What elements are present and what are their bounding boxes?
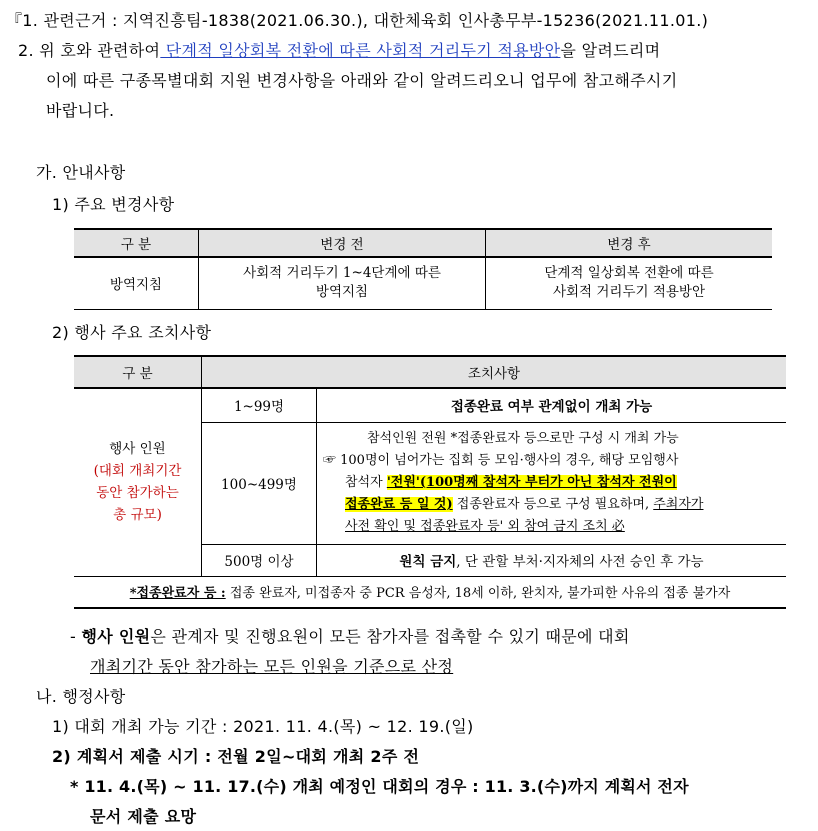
t2-action-3 [317, 544, 787, 576]
t1-before-cell [199, 257, 486, 309]
intro-suffix: 을 알려드리며 [560, 41, 661, 60]
t1-header-category: 구 분 [74, 229, 199, 257]
star-note-line2: 문서 제출 요망 [90, 807, 197, 826]
t2-action-3-rest: , 단 관할 부처·지자체의 사전 승인 후 가능 [456, 554, 704, 570]
intro-paragraph-line3: 바랍니다. [46, 101, 115, 120]
t2-size-1: 1~99명 [202, 388, 317, 422]
t2-action-2-line4 [323, 494, 786, 516]
t2-footnote-text: 접종 완료자, 미접종자 중 PCR 음성자, 18세 이하, 완치자, 불가피한 사유의 접종 불가자 [225, 586, 731, 602]
t2-footnote-label: *접종완료자 등 : [129, 586, 226, 602]
na-item-2: 2) 계획서 제출 시기 : 전월 2일~대회 개최 2주 전 [52, 747, 420, 766]
t2-action-1: 접종완료 여부 관계없이 개최 가능 [317, 388, 787, 422]
t2-l4-underline: 주최자가 [653, 497, 704, 512]
dash-note-line2: 개최기간 동안 참가하는 모든 인원을 기준으로 산정 [90, 657, 454, 676]
t2-category-note-1: (대회 개최기간 [93, 463, 182, 480]
t1-header-after: 변경 후 [486, 229, 773, 257]
reference-line: 『1. 관련근거 : 지역진흥팀-1838(2021.06.30.), 대한체육회 인사총무부-15236(2021.11.01.) [6, 11, 709, 30]
t2-size-3: 500명 이상 [202, 544, 317, 576]
measures-table [74, 355, 786, 609]
policy-link[interactable]: 단계적 일상회복 전환에 따른 사회적 거리두기 적용방안 [160, 41, 561, 60]
na-item-1: 1) 대회 개최 가능 기간 : 2021. 11. 4.(목) ~ 12. 19.(일) [52, 717, 474, 736]
t2-category-label: 행사 인원 [109, 441, 166, 458]
t1-before-line2: 방역지침 [315, 284, 369, 301]
section-na-title: 나. 행정사항 [36, 687, 126, 706]
subsection-2-title: 2) 행사 주요 조치사항 [52, 323, 212, 342]
t2-category-note-3: 총 규모) [113, 507, 162, 524]
t1-after-cell [486, 257, 773, 309]
dash-note-line1 [70, 624, 630, 647]
t2-l3-prefix: 참석자 [345, 475, 387, 490]
t1-category-cell: 방역지침 [74, 257, 199, 309]
t2-action-2-line5: 사전 확인 및 접종완료자 등' 외 참여 금지 조치 必 [345, 519, 625, 534]
dash-rest: 은 관계자 및 진행요원이 모든 참가자를 접촉할 수 있기 때문에 대회 [150, 627, 630, 646]
t1-after-line2: 사회적 거리두기 적용방안 [552, 284, 706, 301]
star-note-line1: * 11. 4.(목) ~ 11. 17.(수) 개최 예정인 대회의 경우 : 11. 3.(수)까지 계획서 전자 [70, 777, 689, 796]
t1-before-line1: 사회적 거리두기 1~4단계에 따른 [243, 265, 441, 282]
t2-l3-highlight: '전원'(100명째 참석자 부터가 아닌 참석자 전원이 [386, 475, 677, 490]
t2-action-2-line1: 참석인원 전원 *접종완료자 등으로만 구성 시 개최 가능 [367, 431, 679, 446]
t1-header-before: 변경 전 [199, 229, 486, 257]
t2-action-2-line2: ☞ 100명이 넘어가는 집회 등 모임·행사의 경우, 해당 모임행사 [323, 453, 679, 468]
t2-footnote [74, 576, 786, 608]
t2-category-note-2: 동안 참가하는 [96, 485, 179, 502]
dash-bold: 행사 인원 [81, 627, 151, 646]
intro-prefix: 2. 위 호와 관련하여 [18, 41, 161, 60]
t2-action-3-bold: 원칙 금지 [399, 554, 457, 570]
t1-after-line1: 단계적 일상회복 전환에 따른 [544, 265, 714, 282]
dash-prefix: - [70, 627, 82, 646]
t2-header-measures: 조치사항 [202, 356, 787, 388]
t2-l4-highlight: 접종완료 등 일 것) [345, 497, 453, 512]
t2-action-2-line3 [323, 472, 786, 494]
t2-l4-middle: 접종완료자 등으로 구성 필요하며, [452, 497, 654, 512]
subsection-1-title: 1) 주요 변경사항 [52, 195, 175, 214]
t2-header-category: 구 분 [74, 356, 202, 388]
section-ga-title: 가. 안내사항 [36, 163, 126, 182]
t2-size-2: 100~499명 [202, 422, 317, 544]
t2-category-cell [74, 388, 202, 576]
intro-paragraph-line1 [18, 38, 660, 61]
changes-table [74, 228, 772, 310]
t2-action-2 [317, 422, 787, 544]
intro-paragraph-line2: 이에 따른 구종목별대회 지원 변경사항을 아래와 같이 알려드리오니 업무에 참고해주시기 [46, 71, 678, 90]
